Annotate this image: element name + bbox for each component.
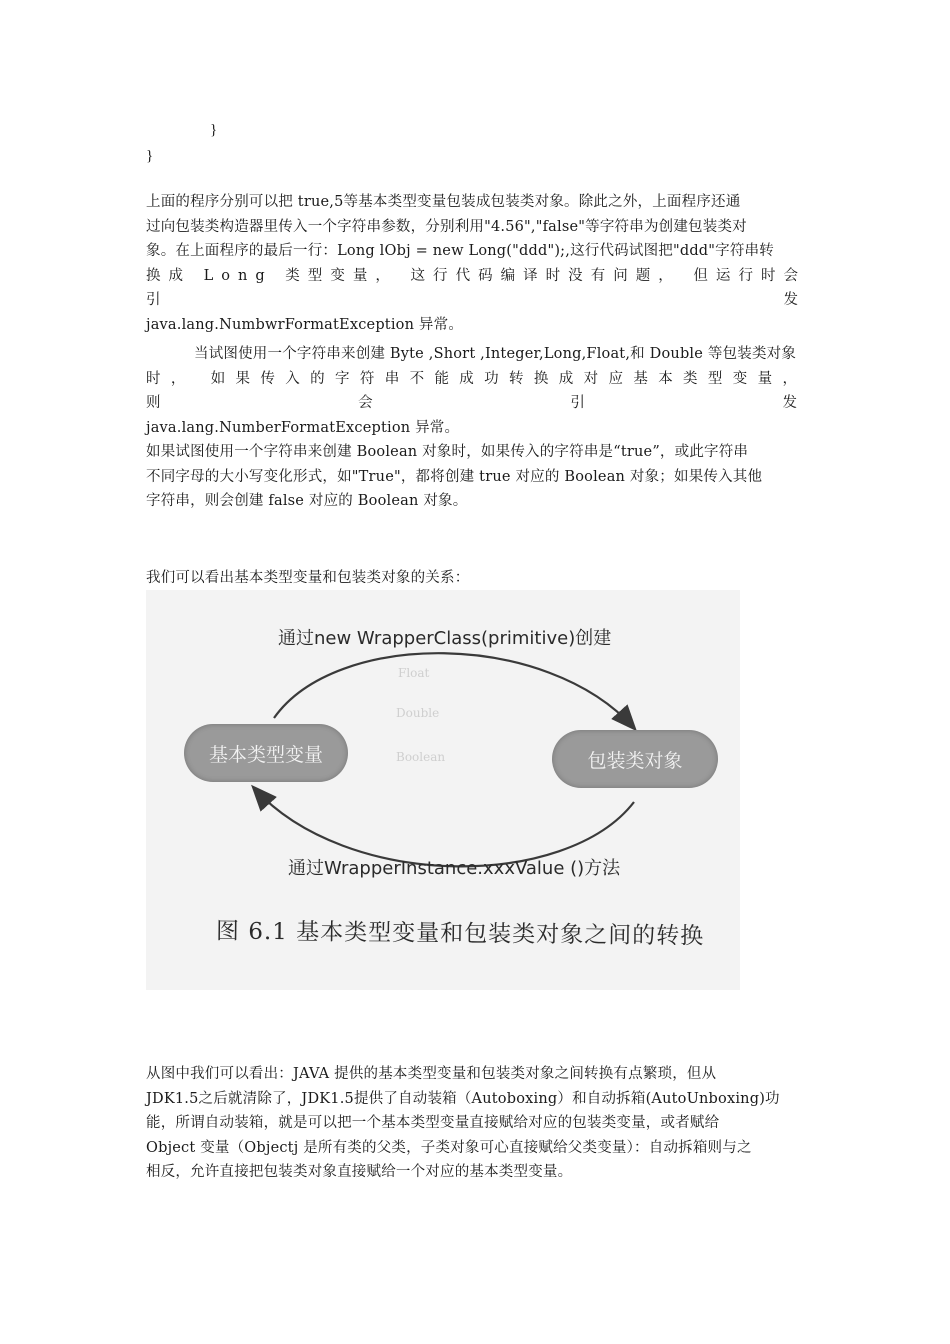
text-line: 如果试图使用一个字符串来创建 Boolean 对象时，如果传入的字符串是“true”，或此字符串 bbox=[146, 444, 749, 460]
code-outer-brace: } bbox=[146, 148, 154, 164]
text-line: java.lang.NumberFormatException 异常。 bbox=[146, 419, 460, 436]
paragraph-autoboxing bbox=[146, 1062, 806, 1185]
bleed-through-text: Double bbox=[396, 706, 440, 720]
primitive-variable-node: 基本类型变量 bbox=[184, 724, 348, 782]
text-line: 过向包装类构造器里传入一个字符串参数，分别利用"4.56","false"等字符串为创建包装类对 bbox=[146, 218, 747, 235]
text-line: 不同字母的大小写变化形式，如"True"，都将创建 true 对应的 Boolean 对象；如果传入其他 bbox=[146, 468, 763, 485]
text-line-justified: 时， 如果传入的字符串不能成功转换成对应基本类型变量， 则会引发 bbox=[146, 370, 806, 411]
unboxing-label: 通过WrapperInstance.xxxValue ()方法 bbox=[288, 858, 621, 879]
paragraph-wrapper-explanation bbox=[146, 190, 806, 337]
figure-caption: 图 6.1 基本类型变量和包装类对象之间的转换 bbox=[215, 918, 705, 950]
text-line: java.lang.NumbwrFormatException 异常。 bbox=[146, 316, 464, 333]
text-line: JDK1.5之后就清除了，JDK1.5提供了自动装箱（Autoboxing）和自动拆箱(AutoUnboxing)功 bbox=[146, 1090, 780, 1107]
bleed-through-text: Float bbox=[398, 666, 430, 680]
boxing-arrow bbox=[274, 653, 634, 728]
boxing-label: 通过new WrapperClass(primitive)创建 bbox=[278, 628, 612, 649]
text-line: Object 变量（Objectj 是所有类的父类，子类对象可心直接赋给父类变量）：自动拆箱则与之 bbox=[146, 1139, 752, 1156]
text-line: 我们可以看出基本类型变量和包装类对象的关系： bbox=[146, 570, 470, 586]
text-line: 字符串，则会创建 false 对应的 Boolean 对象。 bbox=[146, 493, 468, 509]
code-inner-brace: } bbox=[210, 122, 218, 138]
text-line-indented bbox=[146, 342, 806, 367]
conversion-figure bbox=[146, 590, 740, 990]
text-line: 象。在上面程序的最后一行：Long lObj = new Long("ddd");,这行代码试图把"ddd"字符串转 bbox=[146, 243, 774, 259]
text-line: 从图中我们可以看出：JAVA 提供的基本类型变量和包装类对象之间转换有点繁琐，但从 bbox=[146, 1066, 717, 1082]
text-line-justified: 换成 Long 类型变量， 这行代码编译时没有问题， 但运行时会引发 bbox=[146, 267, 806, 308]
paragraph-relationship-intro bbox=[146, 566, 806, 591]
paragraph-boolean bbox=[146, 440, 806, 514]
text-line: 上面的程序分别可以把 true,5等基本类型变量包装成包装类对象。除此之外，上面程序还通 bbox=[146, 194, 741, 210]
bleed-through-text: Boolean bbox=[396, 750, 446, 764]
text-line: 能，所谓自动装箱，就是可以把一个基本类型变量直接赋给对应的包装类变量，或者赋给 bbox=[146, 1115, 720, 1131]
text-line: 当试图使用一个字符串来创建 Byte ,Short ,Integer,Long,Float,和 Double 等包装类对象 bbox=[194, 346, 797, 362]
text-line: 相反，允许直接把包装类对象直接赋给一个对应的基本类型变量。 bbox=[146, 1164, 573, 1180]
paragraph-number-format-exception bbox=[146, 342, 806, 440]
wrapper-object-node: 包装类对象 bbox=[552, 730, 718, 788]
